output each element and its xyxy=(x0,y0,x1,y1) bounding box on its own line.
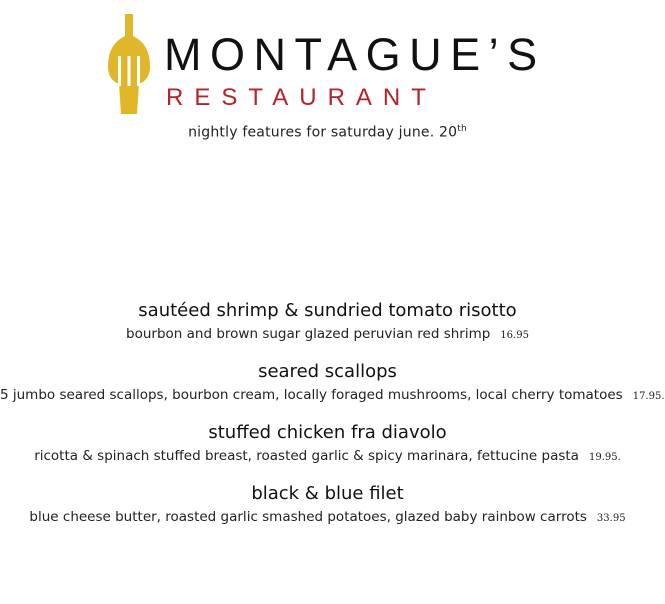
menu-item-price: 16.95 xyxy=(500,330,529,341)
menu-item-name: seared scallops xyxy=(258,361,397,382)
nightly-features-tagline xyxy=(0,124,655,141)
menu-item xyxy=(0,420,655,468)
menu-item-name: sautéed shrimp & sundried tomato risotto xyxy=(138,300,517,321)
menu-item-price: 19.95. xyxy=(588,452,621,463)
fork-icon xyxy=(106,14,152,116)
menu-item xyxy=(0,481,655,529)
tagline-superscript: th xyxy=(457,124,467,134)
menu-item-description: bourbon and brown sugar glazed peruvian red shrimp xyxy=(126,326,491,342)
menu-item-name: black & blue filet xyxy=(251,483,404,504)
menu-item-description-row xyxy=(0,446,655,468)
menu-item-description-row xyxy=(0,507,655,529)
menu-item-description: ricotta & spinach stuffed breast, roasted garlic & spicy marinara, fettucine pasta xyxy=(34,448,579,464)
menu-item-description: blue cheese butter, roasted garlic smashed potatoes, glazed baby rainbow carrots xyxy=(29,509,587,525)
menu-item-name: stuffed chicken fra diavolo xyxy=(208,422,447,443)
menu-item-description-row xyxy=(0,385,665,407)
menu-item-price: 33.95 xyxy=(596,513,626,524)
menu-item-description-row xyxy=(0,324,655,346)
tagline-text: nightly features for saturday june. 20 xyxy=(188,124,458,141)
menu-item xyxy=(0,359,665,407)
menu-item-price: 17.95. xyxy=(632,391,665,402)
features-menu xyxy=(0,298,665,542)
brand-name: MONTAGUE’S xyxy=(164,29,546,80)
restaurant-logo xyxy=(106,14,551,116)
menu-item xyxy=(0,298,655,346)
menu-item-description: 5 jumbo seared scallops, bourbon cream, locally foraged mushrooms, local cherry tomatoes xyxy=(0,387,623,403)
brand-subtitle: RESTAURANT xyxy=(166,84,437,111)
